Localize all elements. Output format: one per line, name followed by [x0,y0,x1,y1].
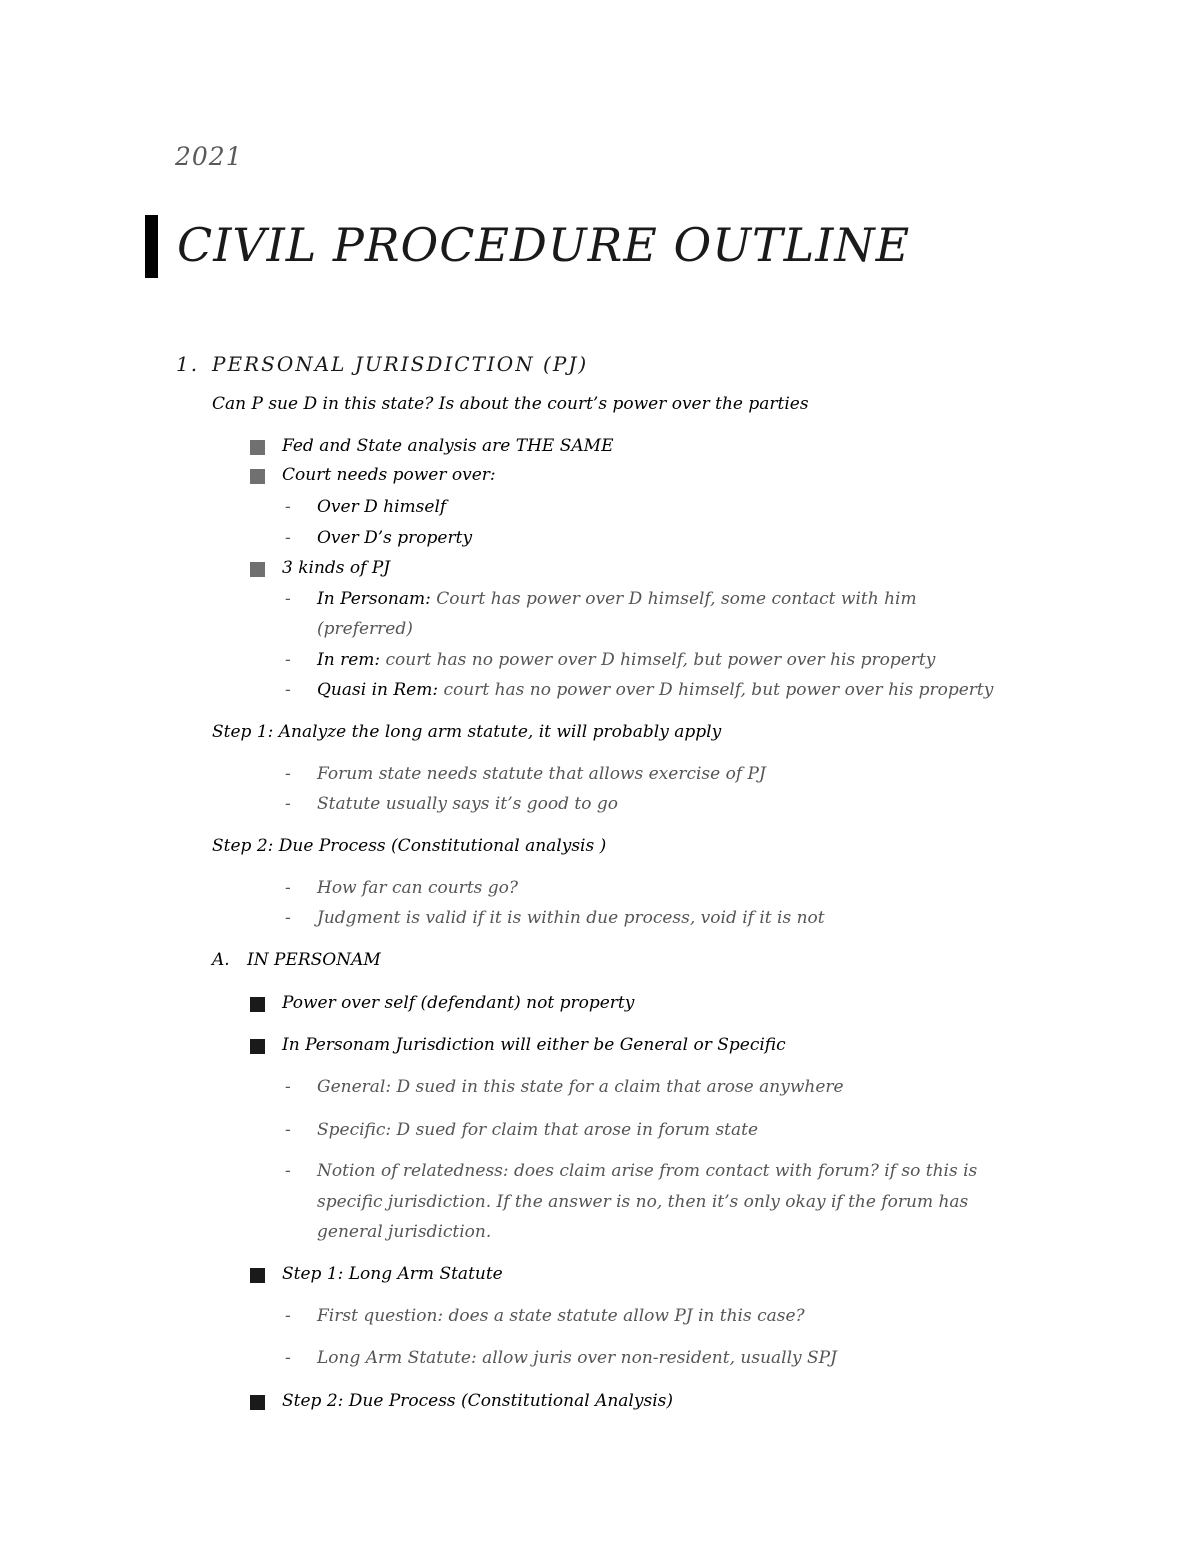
sub-bullet-text: Statute usually says it’s good to go [317,794,618,814]
dash-bullet-icon: - [285,794,291,814]
dash-bullet-icon: - [285,1306,291,1326]
square-bullet-icon [250,1268,265,1283]
square-bullet-icon [250,469,265,484]
dash-bullet-icon: - [285,1120,291,1140]
sub-bullet-text: Judgment is valid if it is within due process, void if it is not [317,908,825,928]
dash-bullet-icon: - [285,497,291,517]
square-bullet-icon [250,1039,265,1054]
dash-bullet-icon: - [285,680,291,700]
document-title: CIVIL PROCEDURE OUTLINE [177,218,911,272]
step-heading: Step 1: Analyze the long arm statute, it will probably apply [212,722,722,742]
dash-bullet-icon: - [285,878,291,898]
title-accent-bar [145,215,158,278]
dash-bullet-icon: - [285,1161,291,1181]
bullet-text: Step 2: Due Process (Constitutional Analysis) [282,1391,673,1411]
dash-bullet-icon: - [285,650,291,670]
sub-bullet-continuation: general jurisdiction. [317,1222,492,1242]
square-bullet-icon [250,440,265,455]
sub-bullet-text: Specific: D sued for claim that arose in forum state [317,1120,759,1140]
term-label: Quasi in Rem: [317,680,439,700]
sub-bullet-text: Forum state needs statute that allows exercise of PJ [317,764,766,784]
sub-bullet-text [317,591,917,608]
section-number: 1. [176,352,200,376]
term-label: In Personam: [317,589,431,609]
bullet-text: Court needs power over: [282,465,496,485]
term-definition: Court has power over D himself, some contact with him [430,589,917,609]
dash-bullet-icon: - [285,1348,291,1368]
dash-bullet-icon: - [285,589,291,609]
sub-bullet-continuation: (preferred) [317,619,413,639]
subsection-letter: A. [212,950,230,970]
dash-bullet-icon: - [285,528,291,548]
sub-bullet-text: Over D’s property [317,528,473,548]
sub-bullet-text [317,652,935,669]
sub-bullet-text: How far can courts go? [317,878,519,898]
bullet-text: Power over self (defendant) not property [282,993,635,1013]
square-bullet-icon [250,997,265,1012]
bullet-text: Fed and State analysis are THE SAME [282,436,614,456]
sub-bullet-text: Long Arm Statute: allow juris over non-resident, usually SPJ [317,1348,837,1368]
term-definition: court has no power over D himself, but power over his property [380,650,936,670]
subsection-heading: IN PERSONAM [247,950,381,970]
sub-bullet-text [317,682,993,699]
sub-bullet-text: First question: does a state statute allow PJ in this case? [317,1306,805,1326]
term-label: In rem: [317,650,381,670]
sub-bullet-text: General: D sued in this state for a claim that arose anywhere [317,1077,844,1097]
dash-bullet-icon: - [285,764,291,784]
square-bullet-icon [250,1395,265,1410]
dash-bullet-icon: - [285,1077,291,1097]
document-year: 2021 [175,142,243,171]
bullet-text: In Personam Jurisdiction will either be General or Specific [282,1035,786,1055]
bullet-text: Step 1: Long Arm Statute [282,1264,503,1284]
term-definition: court has no power over D himself, but power over his property [438,680,994,700]
square-bullet-icon [250,562,265,577]
sub-bullet-text: Notion of relatedness: does claim arise from contact with forum? if so this is [317,1161,978,1181]
section-intro: Can P sue D in this state? Is about the court’s power over the parties [212,394,809,414]
section-heading: PERSONAL JURISDICTION (PJ) [212,352,589,376]
bullet-text: 3 kinds of PJ [282,558,391,578]
dash-bullet-icon: - [285,908,291,928]
step-heading: Step 2: Due Process (Constitutional analysis ) [212,836,607,856]
sub-bullet-text: Over D himself [317,497,447,517]
sub-bullet-continuation: specific jurisdiction. If the answer is no, then it’s only okay if the forum has [317,1192,969,1212]
